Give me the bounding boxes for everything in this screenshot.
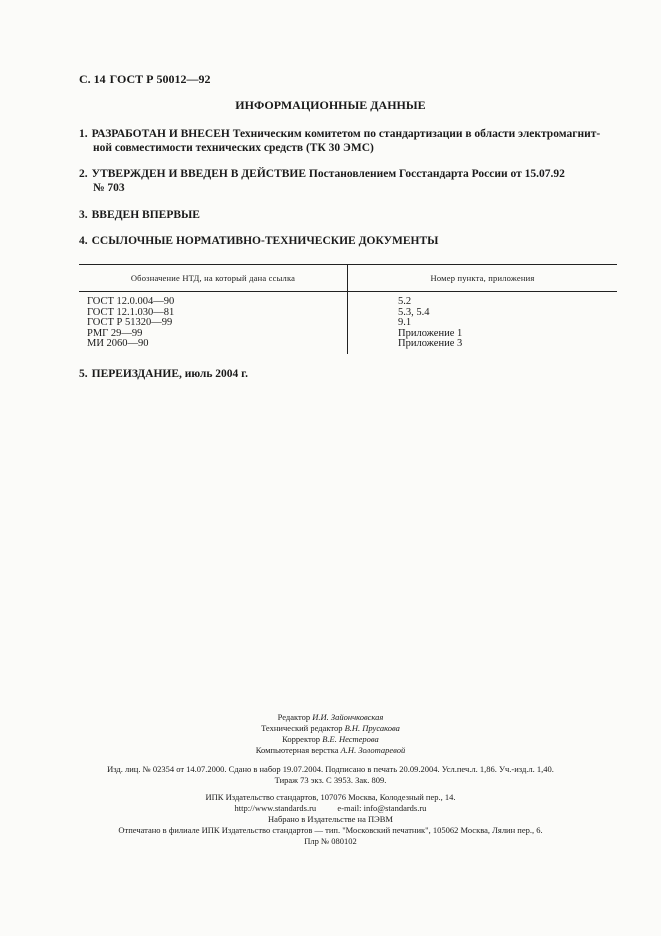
table-row [79,329,617,340]
item-number: 3. [79,209,88,221]
page-number: С. 14 [79,72,106,86]
table-header-row [79,265,617,292]
publisher-contacts [0,803,661,814]
editor-label: Редактор [277,712,311,722]
item-text: Техническим комитетом по стандартизации в области электромагнит- [232,128,601,140]
item-text: Постановлением Госстандарта России от 15.07.92 [308,168,565,180]
column-header-document: Обозначение НТД, на который дана ссылка [79,265,348,292]
publisher-address: ИПК Издательство стандартов, 107076 Москва, Колодезный пер., 14. [205,792,456,802]
column-header-clause: Номер пункта, приложения [348,265,618,292]
item-heading: ВВЕДЕН ВПЕРВЫЕ [91,209,200,221]
item-number: 5. [79,368,88,380]
editor-name: И.И. Зайончковская [312,712,384,722]
document-cell: ГОСТ Р 51320—99 [79,318,348,329]
typeset-line: Набрано в Издательстве на ПЭВМ [268,814,393,824]
layout-label: Компьютерная верстка [255,745,339,755]
layout-line [0,745,661,756]
editorial-credits [0,712,661,756]
clause-cell: Приложение 3 [398,338,463,349]
clause-cell: 5.3, 5.4 [398,306,430,318]
standard-designation: ГОСТ Р 50012—92 [109,72,211,86]
clause-cell: 9.1 [398,317,412,328]
document-cell: РМГ 29—99 [79,329,348,340]
info-item-3 [79,208,617,222]
publication-line: Изд. лиц. № 02354 от 14.07.2000. Сдано в набор 19.07.2004. Подписано в печать 20.09.2004. Усл.печ.л. 1,86. Уч.-изд.л. 1,40. [107,764,554,774]
info-item-5 [79,367,617,381]
item-number: 2. [79,168,88,180]
corrector-line [0,734,661,745]
info-item-1 [79,127,617,155]
document-cell: ГОСТ 12.1.030—81 [79,308,348,319]
item-number: 4. [79,235,88,247]
info-item-2 [79,167,617,195]
license-line: Плр № 080102 [304,836,357,846]
clause-cell: 5.2 [398,296,412,307]
item-text-continued: № 703 [93,182,125,194]
publisher-website: http://www.standards.ru [234,803,317,813]
corrector-name: В.Е. Нестерова [322,734,379,744]
references-table [79,264,617,354]
clause-cell: Приложение 1 [398,327,463,339]
item-heading: УТВЕРЖДЕН И ВВЕДЕН В ДЕЙСТВИЕ [91,168,307,180]
publisher-info [0,792,661,847]
editor-line [0,712,661,723]
tech-editor-label: Технический редактор [261,723,343,733]
document-cell: ГОСТ 12.0.004—90 [79,292,348,308]
section-title: ИНФОРМАЦИОННЫЕ ДАННЫЕ [235,98,426,112]
page-header [79,72,215,87]
print-run-line: Тираж 73 экз. С 3953. Зак. 809. [274,775,387,785]
publication-details [0,764,661,786]
item-heading: РАЗРАБОТАН И ВНЕСЕН [91,128,230,140]
item-text-continued: ной совместимости технических средств (ТК 30 ЭМС) [93,142,374,154]
tech-editor-name: В.Н. Прусакова [344,723,400,733]
info-item-4 [79,234,617,248]
table-row [79,339,617,354]
publisher-email: e-mail: info@standards.ru [337,803,427,813]
printed-at-line: Отпечатано в филиале ИПК Издательство стандартов — тип. "Московский печатник", 105062 Москва, Лялин пер., 6. [118,825,543,835]
document-cell: МИ 2060—90 [79,339,348,354]
table-row [79,318,617,329]
item-number: 1. [79,128,88,140]
table-row [79,292,617,308]
item-heading: ПЕРЕИЗДАНИЕ, июль 2004 г. [91,368,248,380]
item-heading: ССЫЛОЧНЫЕ НОРМАТИВНО-ТЕХНИЧЕСКИЕ ДОКУМЕНТЫ [91,235,439,247]
corrector-label: Корректор [282,734,321,744]
tech-editor-line [0,723,661,734]
layout-name: А.Н. Золотаревой [340,745,406,755]
